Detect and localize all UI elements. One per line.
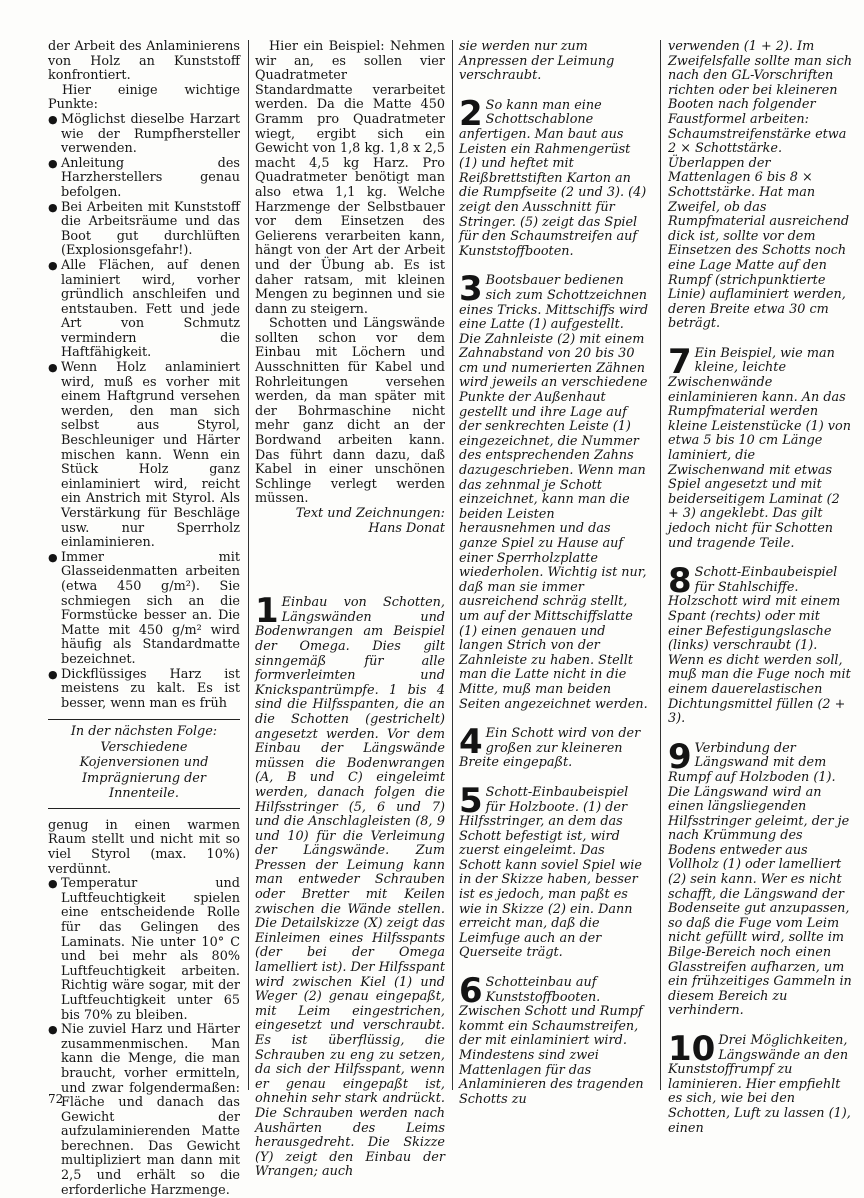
bullet-icon: ● <box>48 156 58 170</box>
column-1 <box>48 40 240 1198</box>
caption-number: 3 <box>459 269 483 310</box>
figure-caption-5: 5 Schott-Einbaubeispiel für Holzboote. (1) der Hilfsstringer, an dem das Schott befestigt ist, wird zuerst eingeleimt. Das Schott kann soviel Spiel wie in der Skizze haben, besser ist es jedoch, man paßt es wie in Skizze (2) ein. Dann erreicht man, daß die Leimfuge auch an der Querseite trägt. <box>459 780 642 961</box>
figure-caption-9: 9 Verbindung der Längswand mit dem Rumpf auf Holzboden (1). Die Längswand wird an einen längsliegenden Hilfsstringer geleimt, der je nach Krümmung des Bodens entweder aus Vollholz (1) oder lamelliert (2) sein kann. Wer es nicht schafft, die Längswand der Bodenseite gut anzupassen, so daß die Fuge vom Leim nicht gefüllt wird, sollte im Bilge-Bereich noch einen Glasstreifen aufharzen, um ein frühzeitiges Gammeln in diesem Bereich zu verhindern. <box>668 736 852 1019</box>
figure-caption-7: 7 Ein Beispiel, wie man kleine, leichte Zwischenwände einlaminieren kann. An das Rumpfmaterial werden kleine Leistenstücke (1) von etwa 5 bis 10 cm Länge laminiert, die Zwischenwand mit etwas Spiel angesetzt und mit beiderseitigem Laminat (2 + 3) angeklebt. Das gilt jedoch nicht für Schotten und tragende Teile. <box>668 341 851 551</box>
body-paragraph: der Arbeit des Anlaminierens von Holz an Kunststoff konfrontiert. <box>48 39 240 84</box>
bullet-icon: ● <box>48 877 58 891</box>
list-item: ● Nie zuviel Harz und Härter zusammenmischen. Man kann die Menge, die man braucht, vorher ermitteln, und zwar folgendermaßen: Fläche und danach das Gewicht der aufzulaminierenden Matte berechnen. Das Gewicht multipliziert man dann mit 2,5 und erhält so die erforderliche Harzmenge. <box>48 1022 240 1198</box>
caption-number: 8 <box>668 561 692 602</box>
figure-caption-6: 6 Schotteinbau auf Kunststoffbooten. Zwischen Schott und Rumpf kommt ein Schaumstreifen, der mit einlaminiert wird. Mindestens sind zwei Mattenlagen für das Anlaminieren des tragenden Schotts zu <box>459 971 644 1107</box>
caption-number: 6 <box>459 971 483 1012</box>
column-rule-2 <box>452 40 453 1090</box>
list-item: ● Anleitung des Harzherstellers genau befolgen. <box>48 155 240 200</box>
list-item: ● Immer mit Glasseidenmatten arbeiten (etwa 450 g/m²). Sie schmiegen sich an die Formstücke besser an. Die Matte mit 450 g/m² wird häufig als Standardmatte bezeichnet. <box>48 549 240 667</box>
figure-caption-1: 1 Einbau von Schotten, Längswänden und Bodenwrangen am Beispiel der Omega. Dies gilt sinngemäß für alle formverleimten und Knickspantrümpfe. 1 bis 4 sind die Hilfsspanten, die an die Schotten (gestrichelt) angesetzt werden. Vor dem Einbau der Längswände müssen die Bodenwrangen (A, B und C) eingeleimt werden, danach folgen die Hilfsstringer (5, 6 und 7) und die Anschlagleisten (8, 9 und 10) für die Verleimung der Längswände. Zum Pressen der Leimung kann man entweder Schrauben oder Bretter mit Keilen zwischen die Wände stellen. Die Detailskizze (X) zeigt das Einleimen eines Hilfsspants (der bei der Omega lamelliert ist). Der Hilfsspant wird zwischen Kiel (1) und Weger (2) genau eingepaßt, mit Leim eingestrichen, eingesetzt und verschraubt. Es ist überflüssig, die Schrauben zu eng zu setzen, da sich der Hilfsspant, wenn er genau eingepaßt ist, ohnehin sehr stark andrückt. Die Schrauben werden nach Aushärten des Leims herausgedreht. Die Skizze (Y) zeigt den Einbau der Wrangen; auch <box>255 591 445 1180</box>
author-name: Hans Donat <box>368 520 445 536</box>
list-item: ● Wenn Holz anlaminiert wird, muß es vorher mit einem Haftgrund versehen werden, den man sich selbst aus Styrol, Beschleuniger und Härter mischen kann. Wenn ein Stück Holz ganz einlaminiert wird, reicht ein Anstrich mit Styrol. Als Verstärkung für Beschläge usw. nur Sperrholz einlaminieren. <box>48 360 240 551</box>
bullet-icon: ● <box>48 361 58 375</box>
next-issue-box: In der nächsten Folge: Verschiedene Kojenversionen und Imprägnierung der Innenteile. <box>48 719 240 809</box>
figure-caption-3: 3 Bootsbauer bedienen sich zum Schottzeichnen eines Tricks. Mittschiffs wird eine Latte (1) aufgestellt. Die Zahnleiste (2) mit einem Zahnabstand von 20 bis 30 cm und numerierten Zähnen wird jeweils an verschiedene Punkte der Außenhaut gestellt und ihre Lage auf der senkrechten Leiste (1) eingezeichnet, die Nummer des entsprechenden Zahns dazugeschrieben. Wenn man das zehnmal je Schott einzeichnet, kann man die beiden Leisten herausnehmen und das ganze Spiel zu Hause auf einer Sperrholzplatte wiederholen. Wichtig ist nur, daß man sie immer ausreichend schräg stellt, um auf der Mittschiffslatte (1) einen genauen und langen Strich von der Zahnleiste zu haben. Stellt man die Latte nicht in die Mitte, muß man beiden Seiten angezeichnet werden. <box>459 269 649 712</box>
column-rule-1 <box>248 40 249 1090</box>
caption-number: 10 <box>668 1029 716 1069</box>
list-item: ● Bei Arbeiten mit Kunststoff die Arbeitsräume und das Boot gut durchlüften (Explosionsgefahr!). <box>48 199 240 259</box>
author-credit: Text und Zeichnungen: <box>295 506 445 521</box>
list-item: ● Dickflüssiges Harz ist meistens zu kalt. Es ist besser, wenn man es früh <box>48 666 240 711</box>
figure-caption-2: 2 So kann man eine Schottschablone anfertigen. Man baut aus Leisten ein Rahmengerüst (1) und heftet mit Reißbrettstiften Karton an die Rumpfseite (2 und 3). (4) zeigt den Ausschnitt für Stringer. (5) zeigt das Spiel für den Schaumstreifen auf Kunststoffbooten. <box>459 93 647 259</box>
caption-number: 2 <box>459 93 483 134</box>
body-paragraph: genug in einen warmen Raum stellt und nicht mit so viel Styrol (max. 10%) verdünnt. <box>48 817 240 877</box>
bullet-icon: ● <box>48 667 58 681</box>
bullet-icon: ● <box>48 1023 58 1037</box>
list-item: ● Temperatur und Luftfeuchtigkeit spielen eine entscheidende Rolle für das Gelingen des Laminats. Nie unter 10° C und bei mehr als 80% Luftfeuchtigkeit arbeiten. Richtig wäre sogar, mit der Luftfeuchtigkeit unter 65 bis 70% zu bleiben. <box>48 876 240 1023</box>
caption-number: 1 <box>255 591 279 632</box>
figure-caption-10: 10 Drei Möglichkeiten, Längswände an den Kunststoffrumpf zu laminieren. Hier empfiehlt es sich, wie bei den Schotten, Luft zu lassen (1), einen <box>668 1029 851 1136</box>
column-2 <box>255 40 445 1195</box>
bullet-icon: ● <box>48 550 58 564</box>
caption-number: 9 <box>668 736 692 777</box>
column-4 <box>668 40 854 1151</box>
caption-number: 5 <box>459 780 483 821</box>
page-number: 72 <box>48 1092 64 1106</box>
list-item: ● Möglichst dieselbe Harzart wie der Rumpfhersteller verwenden. <box>48 111 240 157</box>
bullet-icon: ● <box>48 200 58 214</box>
caption-continuation: verwenden (1 + 2). Im Zweifelsfalle sollte man sich nach den GL-Vorschriften richten oder bei kleineren Booten nach folgender Faustformel arbeiten: Schaumstreifenstärke etwa 2 × Schottstärke. Überlappen der Mattenlagen 6 bis 8 × Schottstärke. Hat man Zweifel, ob das Rumpfmaterial ausreichend dick ist, sollte vor dem Einsetzen des Schotts noch eine Lage Matte auf den Rumpf (strichpunktierte Linie) auflaminiert werden, deren Breite etwa 30 cm beträgt. <box>668 39 853 332</box>
bullet-icon: ● <box>48 258 58 272</box>
column-3 <box>459 40 649 1122</box>
figure-caption-4: 4 Ein Schott wird von der großen zur kleineren Breite eingepaßt. <box>459 722 641 771</box>
body-paragraph: Hier ein Beispiel: Nehmen wir an, es sollen vier Quadratmeter Standardmatte verarbeitet werden. Da die Matte 450 Gramm pro Quadratmeter wiegt, ergibt sich ein Gewicht von 1,8 kg. 1,8 x 2,5 macht 4,5 kg Harz. Pro Quadratmeter benötigt man also etwa 1,1 kg. Welche Harzmenge der Selbstbauer vor dem Einsetzen des Gelierens verarbeiten kann, hängt von der Art der Arbeit und der Übung ab. Es ist daher ratsam, mit kleinen Mengen zu beginnen und sie dann zu steigern. <box>255 39 445 317</box>
list-item: ● Alle Flächen, auf denen laminiert wird, vorher gründlich anschleifen und entstauben. Fett und jede Art von Schmutz vermindern die Haftfähigkeit. <box>48 257 240 361</box>
body-paragraph: Schotten und Längswände sollten schon vor dem Einbau mit Löchern und Ausschnitten für Kabel und Rohrleitungen versehen werden, da man später mit der Bohrmaschine nicht mehr ganz dicht an der Bordwand arbeiten kann. Das führt dann dazu, daß Kabel in einer unschönen Schlinge verlegt werden müssen. <box>255 316 445 507</box>
column-rule-3 <box>660 40 661 1090</box>
body-paragraph: Hier einige wichtige Punkte: <box>48 82 240 113</box>
caption-number: 4 <box>459 722 483 763</box>
caption-continuation: sie werden nur zum Anpressen der Leimung verschraubt. <box>459 39 615 84</box>
figure-caption-8: 8 Schott-Einbaubeispiel für Stahlschiffe. Holzschott wird mit einem Spant (rechts) oder mit einer Befestigungslasche (links) verschraubt (1). Wenn es dicht werden soll, muß man die Fuge noch mit einem dauerelastischen Dichtungsmittel füllen (2 + 3). <box>668 561 851 727</box>
caption-number: 7 <box>668 341 692 382</box>
bullet-icon: ● <box>48 112 58 126</box>
